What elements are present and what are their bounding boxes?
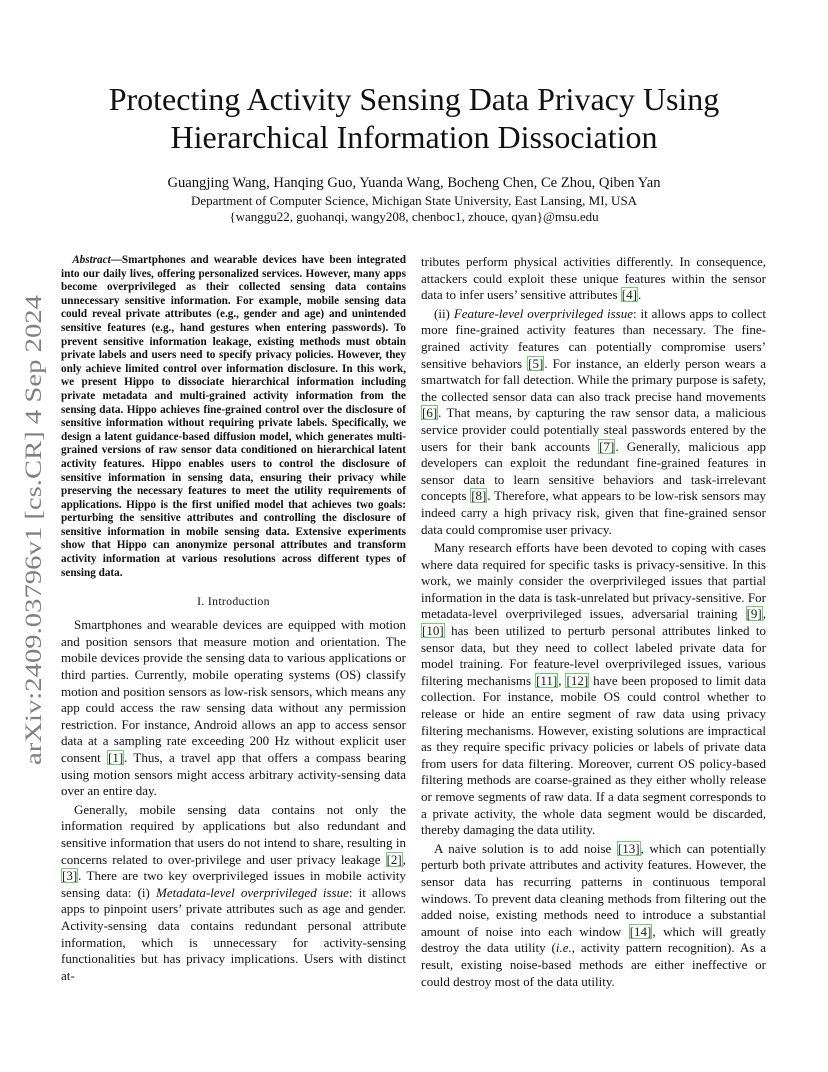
- text-run: . Generally, malicious app developers can exploit the redundant fine-grained features in sensor data to learn sensitive behaviors and task-irrelevant concepts: [421, 438, 766, 504]
- text-run: , which will greatly destroy the data utility (: [421, 923, 766, 956]
- intro-paragraph-2: [61, 802, 406, 985]
- emphasis-text: i.e.: [555, 940, 572, 956]
- title-line-1: Protecting Activity Sensing Data Privacy Using: [108, 81, 720, 117]
- citation-link[interactable]: [746, 606, 763, 621]
- citation-link[interactable]: [598, 439, 615, 454]
- text-run: , which can potentially perturb both private attributes and activity features. However, the sensor data has recurring patterns in continuous temporal windows. To prevent data cleaning methods from filtering out the added noise, existing methods need to introduce a substantial amount of noise into each window: [421, 840, 766, 939]
- citation-link[interactable]: [421, 623, 445, 638]
- citation-label: [8]: [471, 488, 487, 504]
- left-column: [61, 254, 406, 984]
- citation-label: [10]: [422, 623, 444, 639]
- citation-link[interactable]: [386, 852, 403, 867]
- citation-label: [5]: [528, 355, 544, 371]
- affiliation: Department of Computer Science, Michigan State University, East Lansing, MI, USA: [190, 193, 638, 208]
- citation-label: [2]: [386, 851, 402, 867]
- citation-label: [11]: [536, 672, 558, 688]
- text-run: . For instance, an elderly person wears a smartwatch for fall detection. While the primary purpose is safety, the collected sensor data can also track precise hand movements: [421, 355, 766, 404]
- intro-paragraph-continued: [421, 254, 766, 304]
- citation-link[interactable]: [565, 673, 589, 688]
- title-line-2: Hierarchical Information Dissociation: [170, 119, 658, 155]
- arxiv-identifier-stamp: [22, 295, 46, 765]
- arxiv-stamp-svg: [22, 295, 46, 765]
- text-run: A naive solution is to add noise: [434, 840, 617, 856]
- author-list: Guangjing Wang, Hanqing Guo, Yuanda Wang, Bocheng Chen, Ce Zhou, Qiben Yan: [167, 175, 661, 191]
- citation-label: [7]: [599, 438, 615, 454]
- section-heading-introduction: I. Introduction: [197, 594, 270, 609]
- citation-link[interactable]: [621, 287, 638, 302]
- abstract-label: Abstract: [72, 254, 111, 266]
- text-run: ,: [558, 672, 566, 688]
- citation-label: [14]: [629, 923, 652, 939]
- text-run: . That means, by capturing the raw sensor data, a malicious service provider could potentially steal passwords entered by the users for their bank accounts: [421, 405, 766, 454]
- intro-paragraph-3: [421, 306, 766, 538]
- citation-label: [1]: [107, 750, 124, 765]
- text-run: Many research efforts have been devoted to coping with cases where data required for specific tasks is privacy-sensitive. In this work, we mainly consider the overprivileged issues that partial information in the data is task-unrelated but privacy-sensitive. For metadata-level overprivileged issues, adversarial training: [421, 540, 766, 622]
- text-run: ,: [762, 606, 766, 622]
- text-run: tributes perform physical activities differently. In consequence, attackers could exploit these unique features within the sensor data to infer users’ sensitive attributes: [421, 254, 766, 303]
- citation-label: [4]: [621, 287, 637, 303]
- text-run: Generally, mobile sensing data contains not only the information required by applications but also redundant and sensitive information that users do not intend to share, resulting in concerns related to over-privilege and user privacy leakage: [61, 801, 406, 867]
- text-run: : it allows apps to collect more fine-grained activity features than necessary. The fine-grained activity features can potentially compromise users’ sensitive behaviors: [421, 305, 766, 371]
- citation-link[interactable]: [421, 405, 438, 420]
- text-run: Smartphones and wearable devices are equipped with motion and position sensors that measure motion and orientation. The mobile devices provide the sensing data to various applications or third parties. Currently, mobile operating systems (OS) classify motion and position sensors as low-risk sensors, which means any app could access the raw sensing data without any permission restriction. For instance, Android allows an app to access sensor data at a sampling rate exceeding 200 Hz without explicit user consent: [61, 617, 406, 765]
- citation-link[interactable]: [107, 750, 124, 765]
- citation-label: [3]: [62, 868, 78, 884]
- text-run: , activity pattern recognition). As a result, existing noise-based methods are either ineffective or could destroy most of the data utility.: [421, 940, 766, 989]
- citation-link[interactable]: [470, 488, 487, 503]
- text-run: have been proposed to limit data collection. For instance, mobile OS could control whether to release or hide an entire segment of raw data using privacy filtering mechanisms. However, existing solutions are impractical as they require specific privacy policies or labels of private data from users for data filtering. Moreover, current OS policy-based filtering methods are coarse-grained as they either wholly release or remove segments of raw data. If a data segment corresponds to a private activity, the whole data segment would be discarded, thereby damaging the data utility.: [421, 672, 767, 838]
- paper-title: [60, 80, 768, 156]
- citation-link[interactable]: [527, 356, 544, 371]
- text-run: .: [637, 287, 642, 303]
- text-run: has been utilized to perturb personal attributes linked to sensor data, but they need to collect labeled private data for model training. For feature-level overprivileged issues, various filtering mechanisms: [421, 623, 766, 688]
- emphasis-text: Feature-level overprivileged issue: [453, 305, 633, 321]
- intro-paragraph-1: [61, 617, 406, 800]
- citation-link[interactable]: [535, 673, 558, 688]
- abstract-text: —Smartphones and wearable devices have been integrated into our daily lives, offering personalized services. However, many apps become overprivileged as their collected sensing data contains unnecessary sensitive information. For example, mobile sensing data could reveal private attributes (e.g., gender and age) and unintended sensitive features (e.g., hand gestures when entering passwords). To prevent sensitive information leakage, existing methods must obtain private labels and users need to specify privacy policies. However, they only achieve limited control over information disclosure. In this work, we present Hippo to dissociate hierarchical information including private metadata and multi-grained activity information from the sensing data. Hippo achieves fine-grained control over the disclosure of sensitive information without requiring private labels. Specifically, we design a latent guidance-based diffusion model, which generates multi-grained versions of raw sensor data conditioned on hierarchical latent activity features. Hippo enables users to control the disclosure of sensitive information in sensing data, ensuring their privacy while preserving the necessary features to meet the utility requirements of applications. Hippo is the first unified model that achieves two goals: perturbing the sensitive attributes and controlling the disclosure of sensitive information in mobile sensing data. Extensive experiments show that Hippo can anonymize personal attributes and transform activity information at various resolutions across different types of sensing data.: [61, 254, 406, 579]
- text-run: ,: [402, 851, 406, 867]
- citation-link[interactable]: [617, 841, 641, 856]
- citation-link[interactable]: [629, 924, 653, 939]
- right-column: [421, 254, 766, 990]
- citation-label: [9]: [746, 606, 762, 622]
- text-run: . There are two key overprivileged issues in mobile activity sensing data: (i): [61, 868, 406, 900]
- intro-paragraph-5: [421, 841, 766, 990]
- emphasis-text: Metadata-level overprivileged issue: [156, 884, 349, 900]
- text-run: . Thus, a travel app that offers a compass bearing using motion sensors might access arbitrary activity-sensing data over an entire day.: [61, 750, 406, 799]
- citation-label: [13]: [617, 840, 640, 856]
- arxiv-id-text: arXiv:2409.03796v1 [cs.CR] 4 Sep 2024: [21, 379, 47, 765]
- text-run: . Therefore, what appears to be low-risk sensors may indeed carry a high privacy risk, given that fine-grained sensor data could compromise user privacy.: [421, 488, 767, 537]
- text-run: (ii): [434, 305, 454, 321]
- citation-label: [6]: [422, 405, 438, 421]
- citation-link[interactable]: [61, 868, 78, 883]
- citation-label: [12]: [566, 672, 589, 688]
- author-emails: {wanggu22, guohanqi, wangy208, chenboc1, zhouce, qyan}@msu.edu: [229, 209, 599, 224]
- text-run: : it allows apps to pinpoint users’ private attributes such as age and gender. Activity-sensing data contains redundant personal attribute information, which is unnecessary for activity-sensing functionalities but has privacy implications. Users with distinct at-: [61, 884, 406, 983]
- abstract: [61, 254, 406, 580]
- intro-paragraph-4: [421, 540, 766, 839]
